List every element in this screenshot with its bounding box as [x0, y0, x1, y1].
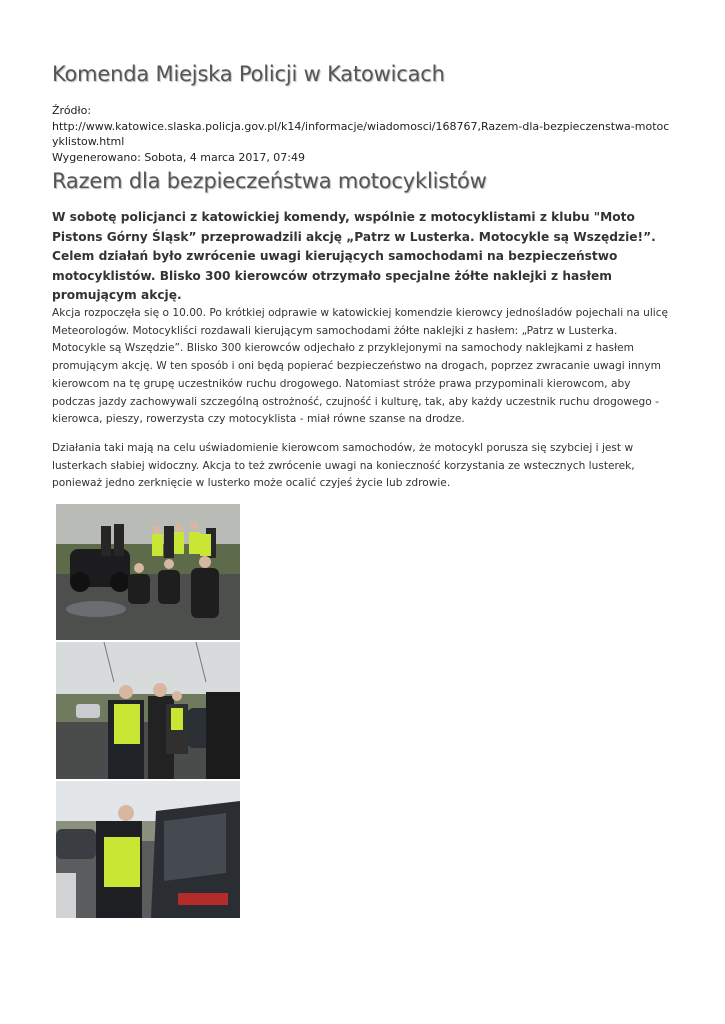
photo-police-roadside: [56, 642, 240, 779]
article-title: Razem dla bezpieczeństwa motocyklistów: [52, 169, 487, 193]
source-url[interactable]: http://www.katowice.slaska.policja.gov.pl/k14/informacje/wiadomosci/168767,Razem-dla-bezpieczenstwa-motocyklistow.html: [52, 119, 670, 148]
article-paragraph-2: Działania taki mają na celu uświadomienie kierowcom samochodów, że motocykl porusza się szybciej i jest w lusterkach słabiej widoczny. Akcja to też zwrócenie uwagi na konieczność korzystania ze wstecznych lusterek, ponieważ jedno zerknięcie w lusterko może ocalić czyjeś życie lub zdrowie.: [52, 442, 635, 490]
article-paragraph-1: Akcja rozpoczęła się o 10.00. Po krótkiej odprawie w katowickiej komendzie kierowcy jednośladów pojechali na ulicę Meteorologów. Motocykliści rozdawali kierującym samochodami żółte naklejki z hasłem: „Patrz w Lusterka. Motocykle są Wszędzie”. Blisko 300 kierowców odjechało z przyklejonymi na samochody naklejkami z hasłem promującym akcję. W ten sposób i oni będą popierać bezpieczeństwo na drogach, poprzez zwracanie uwagi innym kierowcom na tę grupę uczestników ruchu drogowego. Natomiast stróże prawa przypominali kierowcom, aby podczas jazdy zachowywali szczególną ostrożność, czujność i kulturę, tak, aby każdy uczestnik ruchu drogowego - kierowca, pieszy, rowerzysta czy motocyklista - miał równe szanse na drodze.: [52, 307, 669, 426]
photo-officer-at-car: [56, 781, 240, 918]
source-meta: [52, 103, 674, 165]
source-label: Źródło:: [52, 104, 92, 117]
generated-date: Wygenerowano: Sobota, 4 marca 2017, 07:49: [52, 150, 306, 164]
site-title: Komenda Miejska Policji w Katowicach: [52, 62, 445, 86]
photo-group-motorcyclists: [56, 504, 240, 640]
article-lead: W sobotę policjanci z katowickiej komendy, wspólnie z motocyklistami z klubu "Moto Pistons Górny Śląsk” przeprowadzili akcję „Patrz w Lusterka. Motocykle są Wszędzie!”. Celem działań było zwrócenie uwagi kierujących samochodami na bezpieczeństwo motocyklistów. Blisko 300 kierowców otrzymało specjalne żółte naklejki z hasłem promującym akcję.: [52, 210, 656, 302]
